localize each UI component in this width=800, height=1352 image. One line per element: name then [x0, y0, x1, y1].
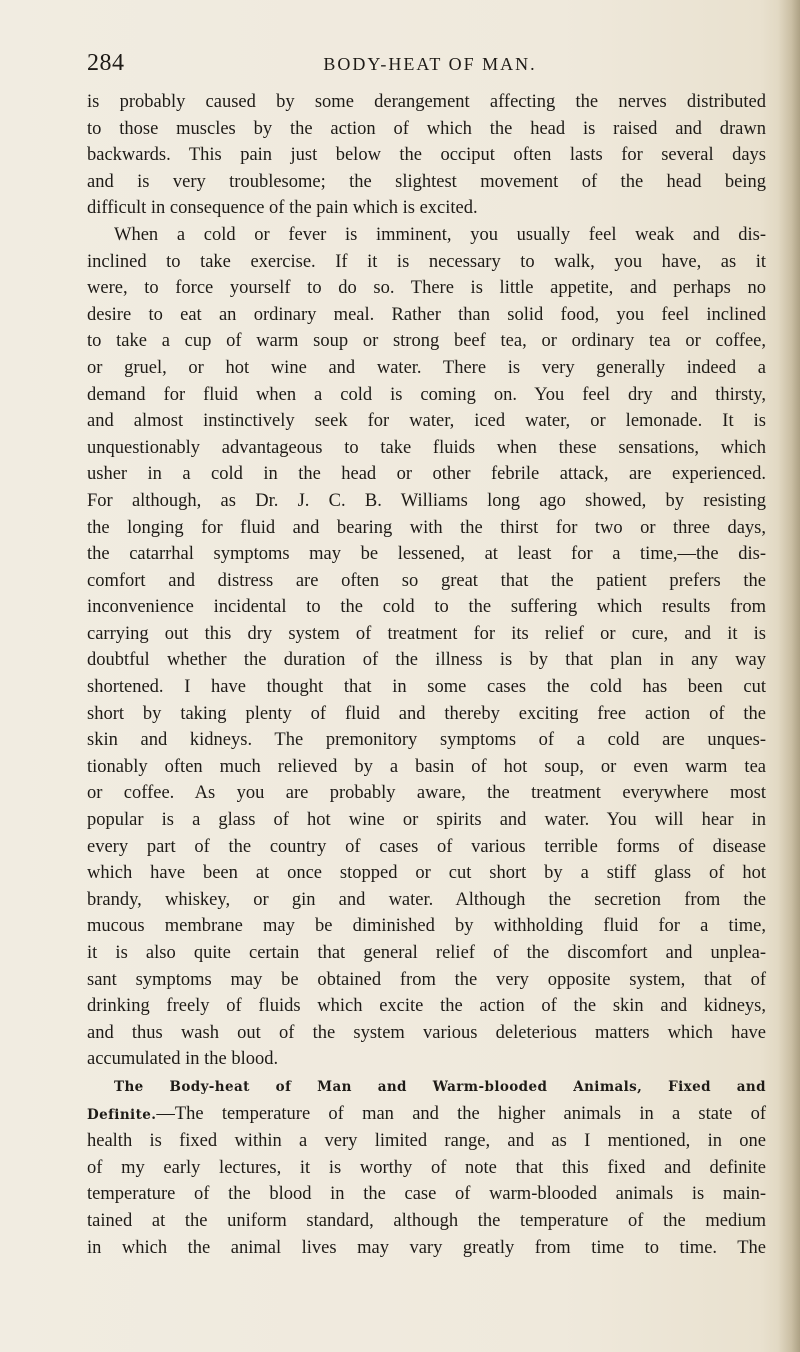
text-line: temperature of the blood in the case of warm-blooded animals is main- — [87, 1184, 766, 1205]
text-line: which have been at once stopped or cut short by a stiff glass of hot — [87, 863, 766, 884]
text-line: or gruel, or hot wine and water. There is very generally indeed a — [87, 357, 766, 378]
text-line: to those muscles by the action of which the head is raised and drawn — [87, 118, 766, 139]
text-line: and thus wash out of the system various deleterious matters which have — [87, 1022, 766, 1043]
text-line: accumulated in the blood. — [87, 1049, 279, 1070]
text-line: the catarrhal symptoms may be lessened, at least for a time,—the dis- — [87, 544, 766, 565]
running-head: BODY-HEAT OF MAN. — [323, 54, 537, 74]
section-heading-end: Definite. — [87, 1106, 157, 1123]
text-line — [87, 1101, 766, 1129]
text-line: backwards. This pain just below the occiput often lasts for several days — [87, 145, 766, 166]
text-line: comfort and distress are often so great that the patient prefers the — [87, 570, 766, 591]
text-line: or coffee. As you are probably aware, the treatment everywhere most — [87, 783, 766, 804]
text-line: difficult in consequence of the pain which is excited. — [87, 198, 478, 219]
text-line: and is very troublesome; the slightest movement of the head being — [87, 171, 766, 192]
page-edge-shadow — [778, 0, 800, 1352]
page-header — [87, 50, 773, 82]
paragraph-1 — [87, 89, 766, 222]
body-text — [87, 89, 766, 1261]
text-line: tained at the uniform standard, although the temperature of the medium — [87, 1210, 766, 1231]
text-line: inconvenience incidental to the cold to the suffering which results from — [87, 597, 766, 618]
section-heading — [87, 1073, 766, 1101]
text-line: of my early lectures, it is worthy of note that this fixed and definite — [87, 1157, 766, 1178]
text-line: the longing for fluid and bearing with the thirst for two or three days, — [87, 517, 766, 538]
section-paragraph — [87, 1073, 766, 1261]
text-line: brandy, whiskey, or gin and water. Although the secretion from the — [87, 889, 766, 910]
text-line: health is fixed within a very limited range, and as I mentioned, in one — [87, 1131, 766, 1152]
text-line: skin and kidneys. The premonitory symptoms of a cold are unques- — [87, 730, 766, 751]
text-line: inclined to take exercise. If it is necessary to walk, you have, as it — [87, 251, 766, 272]
text-line: popular is a glass of hot wine or spirits and water. You will hear in — [87, 810, 766, 831]
text-line: sant symptoms may be obtained from the very opposite system, that of — [87, 969, 766, 990]
paragraph-2 — [87, 222, 766, 1073]
section-text-start: —The temperature of man and the higher animals in a state of — [156, 1103, 766, 1124]
text-line: desire to eat an ordinary meal. Rather than solid food, you feel inclined — [87, 304, 766, 325]
text-line: and almost instinctively seek for water, iced water, or lemonade. It is — [87, 411, 766, 432]
text-line: were, to force yourself to do so. There is little appetite, and perhaps no — [87, 278, 766, 299]
text-line: in which the animal lives may vary greatly from time to time. The — [87, 1237, 766, 1258]
text-line: carrying out this dry system of treatment for its relief or cure, and it is — [87, 623, 766, 644]
text-line: When a cold or fever is imminent, you usually feel weak and dis- — [114, 224, 766, 245]
text-line: shortened. I have thought that in some cases the cold has been cut — [87, 677, 766, 698]
text-line: demand for fluid when a cold is coming on. You feel dry and thirsty, — [87, 384, 766, 405]
text-line: every part of the country of cases of various terrible forms of disease — [87, 836, 766, 857]
text-line: unquestionably advantageous to take fluids when these sensations, which — [87, 437, 766, 458]
text-line: doubtful whether the duration of the illness is by that plan in any way — [87, 650, 766, 671]
section-heading-text: The Body-heat of Man and Warm-blooded Animals, Fixed and — [114, 1078, 766, 1095]
text-line: short by taking plenty of fluid and thereby exciting free action of the — [87, 703, 766, 724]
text-line: usher in a cold in the head or other febrile attack, are experienced. — [87, 464, 766, 485]
text-line: For although, as Dr. J. C. B. Williams long ago showed, by resisting — [87, 490, 766, 511]
text-line: it is also quite certain that general relief of the discomfort and unplea- — [87, 943, 766, 963]
text-line: is probably caused by some derangement affecting the nerves distributed — [87, 92, 766, 112]
page-number: 284 — [87, 50, 125, 76]
text-line: tionably often much relieved by a basin of hot soup, or even warm tea — [87, 756, 766, 777]
text-line: mucous membrane may be diminished by withholding fluid for a time, — [87, 916, 766, 937]
text-line: drinking freely of fluids which excite the action of the skin and kidneys, — [87, 996, 766, 1017]
text-line: to take a cup of warm soup or strong beef tea, or ordinary tea or coffee, — [87, 331, 766, 352]
